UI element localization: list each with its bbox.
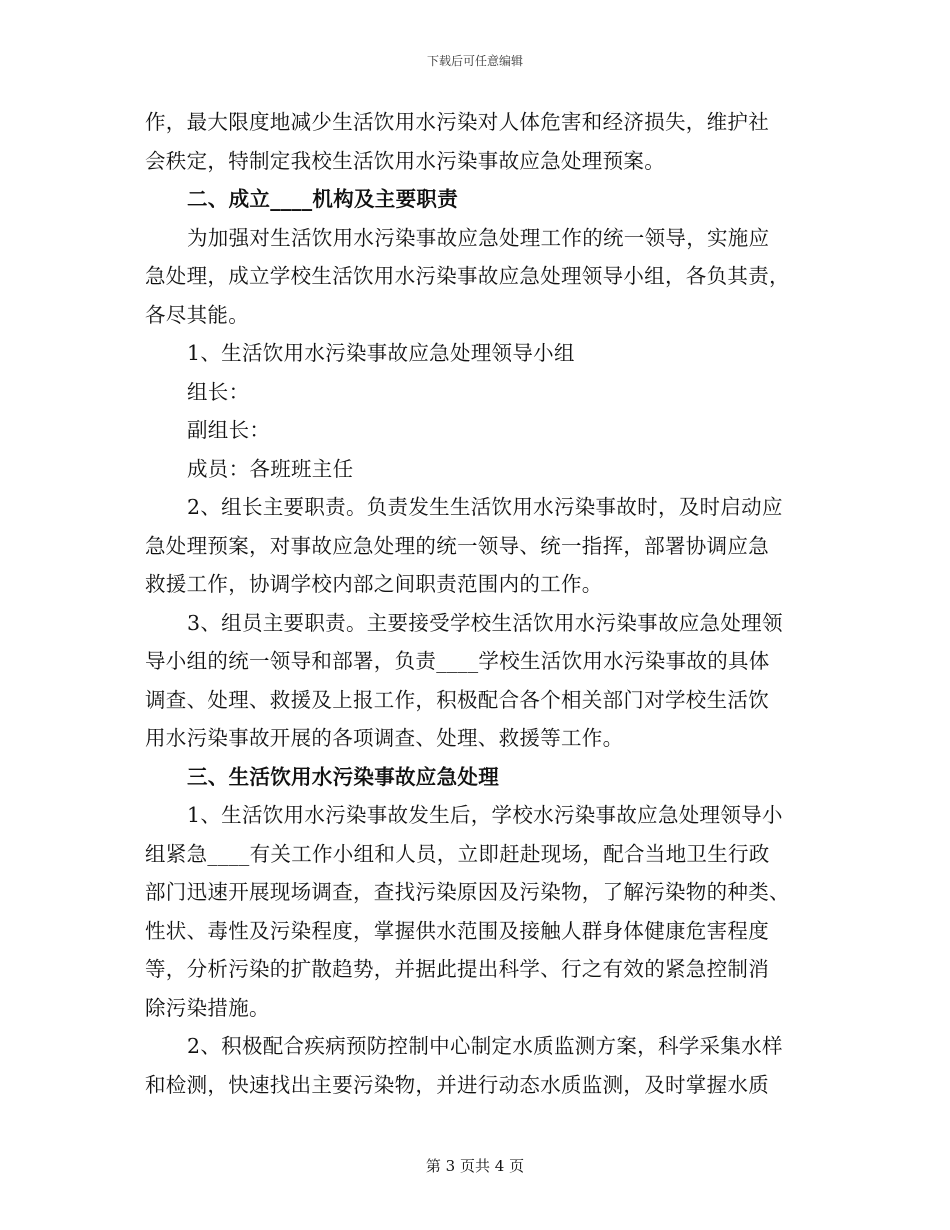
text-line: 调查、处理、救援及上报工作，积极配合各个相关部门对学校生活饮 (145, 687, 769, 712)
text-line: 3、组员主要职责。主要接受学校生活饮用水污染事故应急处理领 (187, 610, 783, 635)
text-line: 用水污染事故开展的各项调查、处理、救援等工作。 (145, 726, 624, 750)
text-line: 组长： (187, 379, 250, 404)
text-line: 性状、毒性及污染程度，掌握供水范围及接触人群身体健康危害程度 (145, 918, 769, 943)
text-line: 副组长： (187, 418, 271, 442)
text-line: 1、生活饮用水污染事故应急处理领导小组 (187, 341, 575, 365)
text-line: 为加强对生活饮用水污染事故应急处理工作的统一领导，实施应 (187, 225, 770, 250)
text-line: 作，最大限度地减少生活饮用水污染对人体危害和经济损失，维护社 (145, 110, 769, 134)
text-line: 急处理，成立学校生活饮用水污染事故应急处理领导小组，各负其责， (145, 264, 790, 288)
text-line: 除污染措施。 (145, 995, 270, 1020)
section-heading: 二、成立____机构及主要职责 (187, 187, 458, 211)
text-line: 1、生活饮用水污染事故发生后，学校水污染事故应急处理领导小 (187, 803, 783, 827)
text-line: 等，分析污染的扩散趋势，并据此提出科学、行之有效的紧急控制消 (145, 957, 769, 981)
text-line: 和检测，快速找出主要污染物，并进行动态水质监测，及时掌握水质 (145, 1072, 769, 1097)
page-header: 下载后可任意编辑 (426, 54, 523, 68)
text-line: 各尽其能。 (145, 302, 249, 327)
text-line: 成员：各班班主任 (187, 456, 354, 481)
text-line: 2、组长主要职责。负责发生生活饮用水污染事故时，及时启动应 (187, 495, 783, 519)
document-body (145, 103, 810, 1104)
text-line: 救援工作，协调学校内部之间职责范围内的工作。 (145, 572, 603, 596)
page-footer: 第 3 页共 4 页 (425, 1157, 525, 1175)
text-line: 急处理预案，对事故应急处理的统一领导、统一指挥，部署协调应急 (145, 533, 769, 558)
text-line: 组紧急____有关工作小组和人员，立即赶赴现场，配合当地卫生行政 (145, 841, 770, 866)
text-line: 导小组的统一领导和部署，负责____学校生活饮用水污染事故的具体 (145, 649, 770, 673)
text-line: 会秩定，特制定我校生活饮用水污染事故应急处理预案。 (145, 148, 665, 173)
section-heading: 三、生活饮用水污染事故应急处理 (187, 764, 499, 789)
text-line: 部门迅速开展现场调查，查找污染原因及污染物，了解污染物的种类、 (145, 880, 790, 904)
text-line: 2、积极配合疾病预防控制中心制定水质监测方案，科学采集水样 (187, 1034, 783, 1058)
